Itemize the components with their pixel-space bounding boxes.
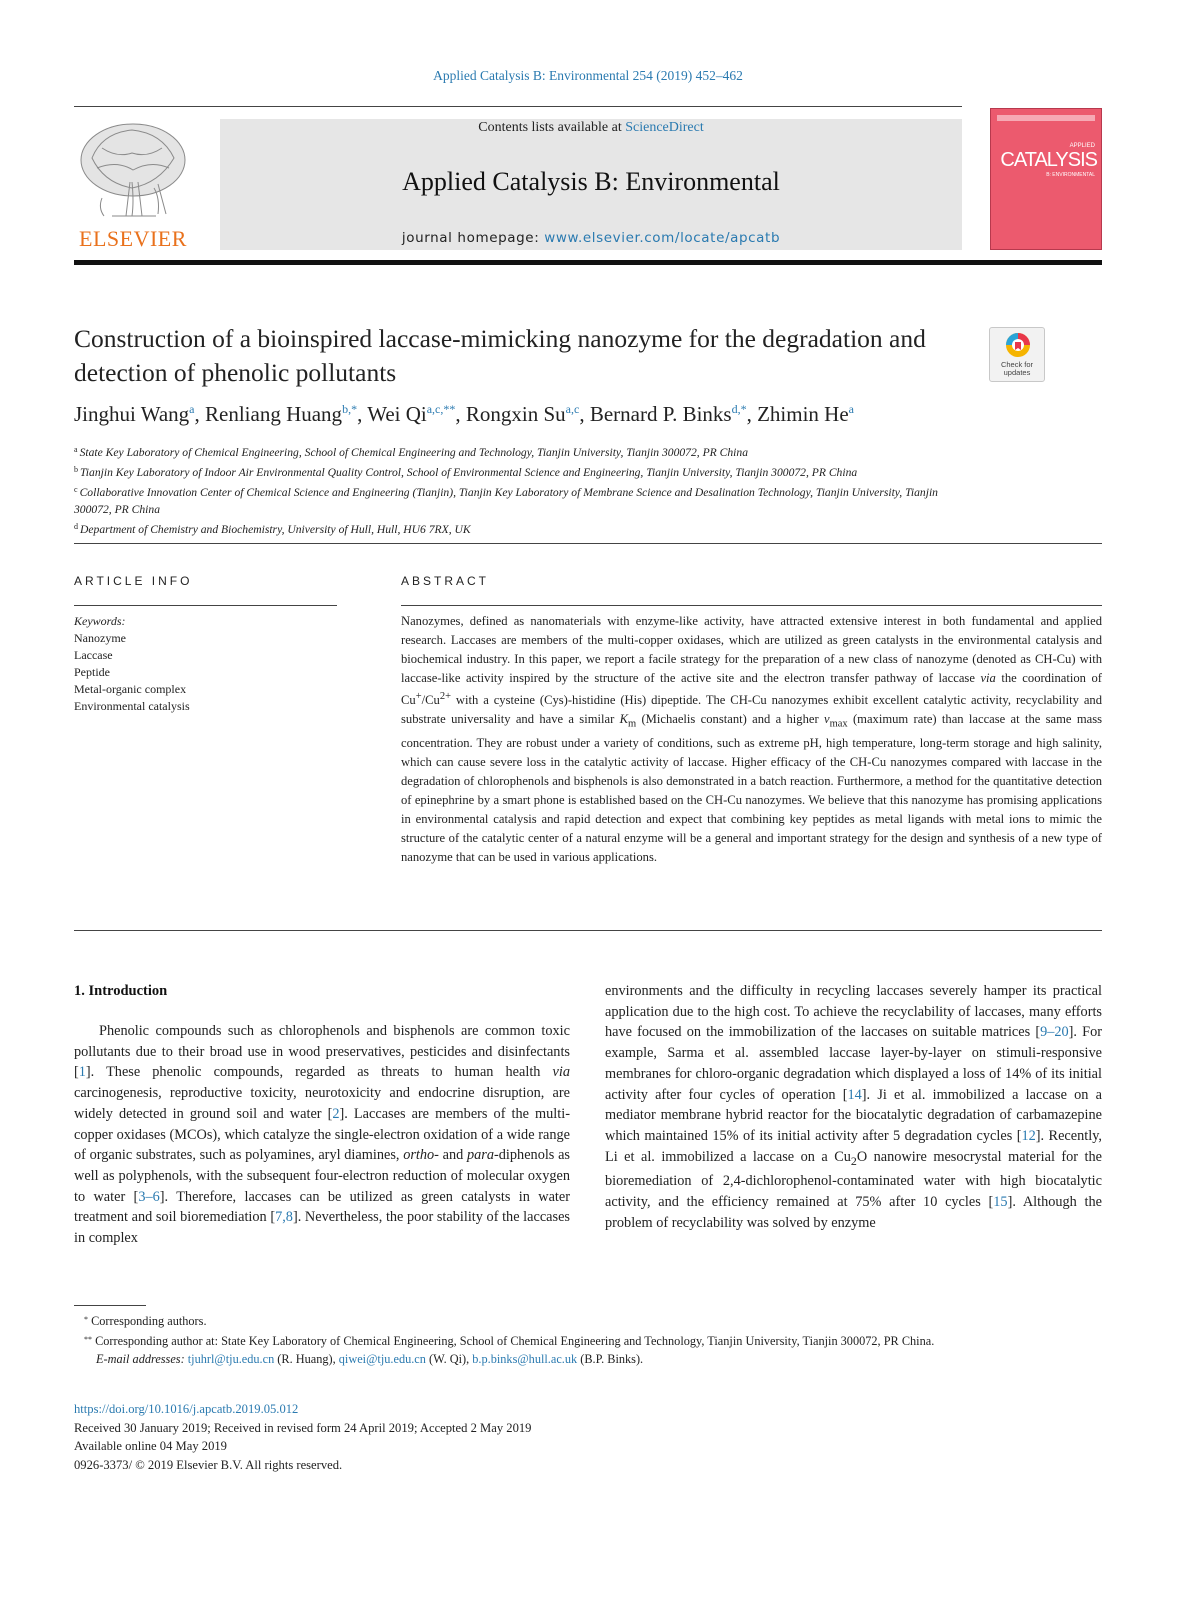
header-rule <box>74 106 962 107</box>
check-for-updates-icon <box>990 328 1046 360</box>
check-for-updates-label: Check for updates <box>1000 360 1034 377</box>
check-for-updates-button[interactable] <box>989 327 1045 382</box>
footnote-corresponding-address: ** Corresponding author at: State Key Laboratory of Chemical Engineering, School of Chemical Engineering and Technology, Tianjin University, Tianjin 300072, PR China. <box>84 1333 935 1348</box>
keyword-item: Laccase <box>74 648 113 662</box>
journal-citation[interactable]: Applied Catalysis B: Environmental 254 (2019) 452–462 <box>433 68 743 83</box>
header-thick-rule <box>74 260 1102 265</box>
email-link[interactable]: b.p.binks@hull.ac.uk <box>472 1352 578 1366</box>
author-list: Jinghui Wang$^a$, Renliang Huang$^{b,*}$, Wei $Qi^{a,c,**}$, Rongxin Su$^{a,c}$, Bernard P. Binks$^{d,*}$, Zhimin He$^a$ <box>74 402 854 426</box>
cover-catalysis: CATALYSIS <box>1000 149 1097 171</box>
affiliation-item: $^d$ Department of Chemistry and Biochemistry, University of Hull, Hull, HU6 7RX, UK <box>74 522 471 536</box>
keyword-item: Peptide <box>74 665 110 679</box>
affiliations <box>74 441 974 538</box>
footnotes <box>74 1311 1102 1369</box>
publication-info <box>74 1400 974 1474</box>
article-info-heading: ARTICLE INFO <box>74 574 193 588</box>
available-online: Available online 04 May 2019 <box>74 1439 227 1454</box>
section-rule <box>74 543 1102 544</box>
reference-link[interactable]: 7,8 <box>275 1209 293 1226</box>
doi-link[interactable]: https://doi.org/10.1016/j.apcatb.2019.05.012 <box>74 1402 299 1416</box>
footnote-rule <box>74 1305 146 1306</box>
reference-link[interactable]: 12 <box>1021 1127 1036 1144</box>
footnote-emails: E-mail addresses: tjuhrl@tju.edu.cn (R. Huang), qiwei@tju.edu.cn (W. Qi), b.p.binks@hull.ac.uk (B.P. Binks). <box>96 1352 644 1366</box>
homepage-link[interactable]: www.elsevier.com/locate/apcatb <box>544 230 781 246</box>
author-name[interactable]: Renliang Huang <box>205 402 343 426</box>
reference-link[interactable]: 15 <box>993 1193 1008 1210</box>
footnote-corresponding: * Corresponding authors. <box>84 1314 207 1328</box>
keywords-block <box>74 613 334 715</box>
author-affiliation-mark[interactable]: a,c,** <box>426 402 456 416</box>
email-link[interactable]: tjuhrl@tju.edu.cn <box>187 1352 275 1366</box>
author-name[interactable]: Bernard P. Binks <box>589 402 732 426</box>
affiliation-item: $^a$ State Key Laboratory of Chemical Engineering, School of Chemical Engineering and Technology, Tianjin University, Tianjin 300072, PR China <box>74 445 748 459</box>
author-affiliation-mark[interactable]: d,* <box>731 402 747 416</box>
author-affiliation-mark[interactable]: b,* <box>342 402 358 416</box>
body-column-left: Phenolic compounds such as chlorophenols and bisphenols are common toxic pollutants due to their broad use in wood preservatives, pesticides and disinfectants [1]. These phenolic compounds, regarded as threats to human health via carcinogenesis, reproductive toxicity, neurotoxicity and endocrine disruption, are widely detected in ground soil and water [2]. Laccases are members of the multi-copper oxidases (MCOs), which catalyze the single-electron oxidation of a wide range of organic substrates, such as polyamines, aryl diamines, ortho- and para-diphenols as well as polyphenols, with the subsequent four-electron reduction of molecular oxygen to water [3–6]. Therefore, laccases can be utilized as green catalysts in water treatment and soil bioremediation [7,8]. Nevertheless, the poor stability of the laccases in complex <box>74 1023 571 1247</box>
abstract-rule <box>401 605 1102 606</box>
author-name[interactable]: Zhimin He <box>757 402 849 426</box>
copyright: 0926-3373/ © 2019 Elsevier B.V. All rights reserved. <box>74 1457 343 1472</box>
author-name[interactable]: Jinghui Wang <box>74 402 190 426</box>
reference-link[interactable]: 3–6 <box>138 1188 160 1205</box>
keywords-label: Keywords: <box>74 614 126 628</box>
reference-link[interactable]: 1 <box>78 1064 86 1081</box>
abstract-text: Nanozymes, defined as nanomaterials with enzyme-like activity, have attracted extensive interest in both fundamental and applied research. Laccases are members of the multi-copper oxidases, which are utilized as green catalysts in the environmental catalysis and biochemical industry. In this paper, we report a facile strategy for the preparation of a new class of nanozyme (denoted as CH-Cu) with laccase-like activity inspired by the structure of the active site and the electron transfer pathway of laccase via the coordination of $Cu^+/Cu^{2+}$ with a cysteine (Cys)-histidine (His) dipeptide. The CH-Cu nanozymes exhibit excellent catalytic activity, recyclability and substrate universality and have a similar $K_m$ (Michaelis constant) and a higher $v_{max}$ (maximum rate) than laccase at the same mass concentration. They are robust under a variety of conditions, such as extreme pH, high temperature, long-term storage and high salinity, which can cause severe loss in the catalytic activity of laccase. Higher efficacy of the CH-Cu nanozymes compared with laccase in the degradation of chlorophenols and bisphenols is also demonstrated in a batch reaction. Furthermore, a method for the quantitative detection of epinephrine by a smart phone is established based on the CH-Cu nanozymes. We believe that this nanozyme has promising applications in environmental catalysis and rapid detection and expect that combining key peptides as metal ligands with metal ions to mimic the structure of the catalytic center of a natural enzyme will be a general and important strategy for the design and synthesis of a new type of nanozyme that can be used in various applications. <box>401 614 1103 864</box>
cover-applied: APPLIED <box>1069 143 1095 149</box>
elsevier-tree-icon <box>72 118 194 226</box>
body-column-right: environments and the difficulty in recycling laccases severely hamper its practical application due to the high cost. To achieve the recyclability of laccases, many efforts have focused on the immobilization of the laccases on suitable matrices [9–20]. For example, Sarma et al. assembled laccase layer-by-layer on stimuli-responsive membranes for chloro-organic degradation which displayed a loss of 14% of its initial activity after four cycles of operation [14]. Ji et al. immobilized a laccase on a mediator membrane hybrid reactor for the biocatalytic degradation of carbamazepine which maintained 15% of its initial activity after 5 degradation cycles [12]. Recently, Li et al. immobilized a laccase on a $Cu_2O$ nanowire mesocrystal material for the bioremediation of 2,4-dichlorophenol-contaminated water with high biocatalytic activity, and the efficiency remained at 75% after 10 cycles [15]. Although the problem of recyclability was solved by enzyme <box>605 983 1103 1231</box>
keyword-item: Metal-organic complex <box>74 682 187 696</box>
contents-line: Contents lists available at ScienceDirect <box>478 120 704 135</box>
author-affiliation-mark[interactable]: a <box>848 402 854 416</box>
journal-header <box>220 119 962 250</box>
reference-link[interactable]: 9–20 <box>1040 1024 1069 1041</box>
elsevier-logo <box>72 118 194 252</box>
article-title: Construction of a bioinspired laccase-mimicking nanozyme for the degradation and detection of phenolic pollutants <box>74 324 926 387</box>
cover-strip <box>997 115 1095 121</box>
author-affiliation-mark[interactable]: a,c <box>565 402 580 416</box>
journal-homepage: journal homepage: www.elsevier.com/locate/apcatb <box>401 230 781 246</box>
article-info-rule <box>74 605 337 606</box>
author-name[interactable]: Rongxin Su <box>465 402 566 426</box>
email-link[interactable]: qiwei@tju.edu.cn <box>338 1352 426 1366</box>
journal-cover[interactable] <box>990 108 1102 250</box>
author-name[interactable]: Wei Qi <box>367 402 427 426</box>
affiliation-item: $^b$ Tianjin Key Laboratory of Indoor Air Environmental Quality Control, School of Environmental Science and Engineering, Tianjin University, Tianjin 300072, PR China <box>74 465 858 479</box>
journal-title: Applied Catalysis B: Environmental <box>402 167 780 196</box>
affiliation-item: $^c$ Collaborative Innovation Center of Chemical Science and Engineering (Tianjin), Tianjin Key Laboratory of Membrane Science and Desalination Technology, Tianjin University, Tianjin 300072, PR China <box>74 485 938 516</box>
abstract-end-rule <box>74 930 1102 931</box>
sciencedirect-link[interactable]: ScienceDirect <box>625 120 704 135</box>
keyword-item: Environmental catalysis <box>74 699 190 713</box>
abstract-heading: ABSTRACT <box>401 574 490 588</box>
keyword-item: Nanozyme <box>74 631 126 645</box>
reference-link[interactable]: 14 <box>847 1086 862 1103</box>
introduction-heading: 1. Introduction <box>74 983 168 999</box>
elsevier-wordmark: ELSEVIER <box>79 226 187 251</box>
received-dates: Received 30 January 2019; Received in revised form 24 April 2019; Accepted 2 May 2019 <box>74 1420 532 1435</box>
author-affiliation-mark[interactable]: a <box>189 402 195 416</box>
reference-link[interactable]: 2 <box>332 1105 340 1122</box>
cover-environmental: B: ENVIRONMENTAL <box>1046 172 1095 178</box>
